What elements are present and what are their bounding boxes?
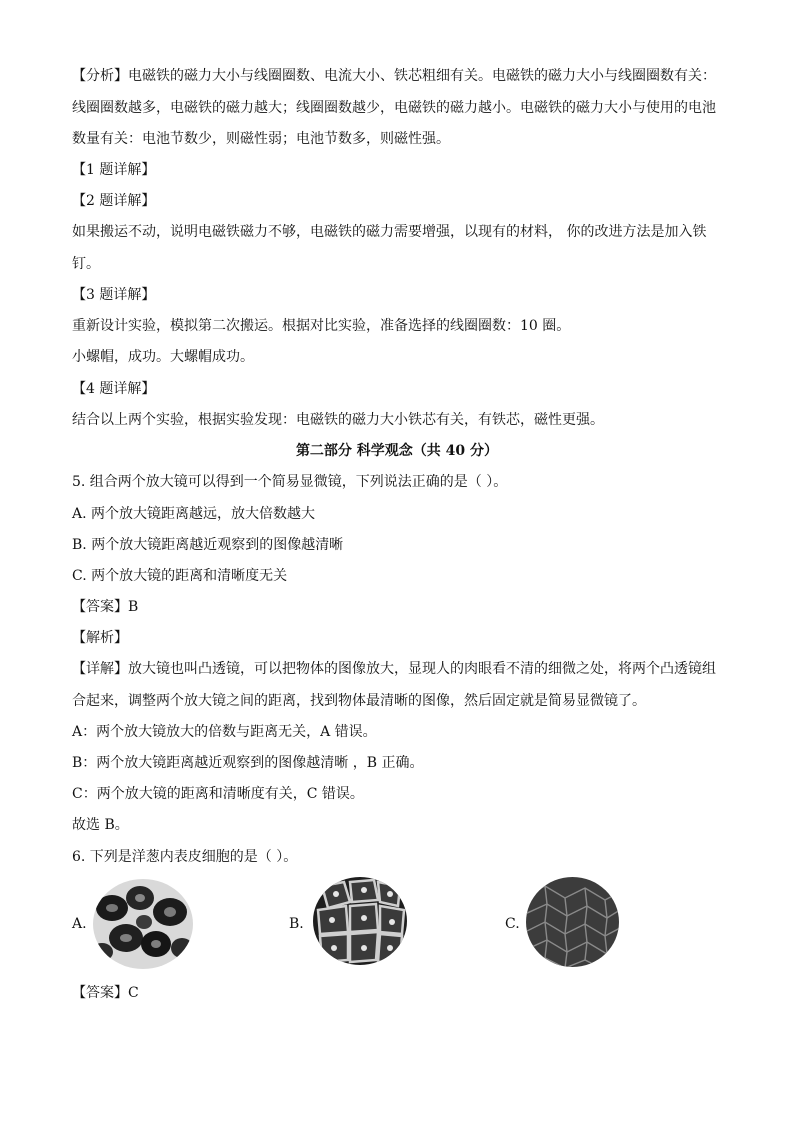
q5-detail-line-1: 【详解】放大镜也叫凸透镜，可以把物体的图像放大，显现人的肉眼看不清的细微之处，将两个凸透镜组: [72, 661, 716, 677]
q6-answer: 【答案】C: [72, 985, 139, 1001]
q6-option-b-label: B.: [289, 916, 304, 932]
q5-answer: 【答案】B: [72, 599, 139, 615]
analysis-line-1: 【分析】电磁铁的磁力大小与线圈圈数、电流大小、铁芯粗细有关。电磁铁的磁力大小与线圈圈数有关：: [72, 68, 716, 84]
q3-line-1: 重新设计实验，模拟第二次搬运。根据对比实验，准备选择的线圈圈数：10 圈。: [72, 318, 571, 334]
q5-detail-line-3: A：两个放大镜放大的倍数与距离无关，A 错误。: [72, 724, 377, 740]
analysis-line-3: 数量有关：电池节数少，则磁性弱；电池节数多，则磁性强。: [72, 131, 450, 147]
q4-line-1: 结合以上两个实验，根据实验发现：电磁铁的磁力大小铁芯有关，有铁芯，磁性更强。: [72, 412, 604, 428]
q5-detail-line-2: 合起来，调整两个放大镜之间的距离，找到物体最清晰的图像，然后固定就是简易显微镜了。: [72, 693, 646, 709]
q5-detail-line-6: 故选 B。: [72, 817, 129, 833]
q3-line-2: 小螺帽，成功。大螺帽成功。: [72, 349, 254, 365]
q1-detail-heading: 【1 题详解】: [72, 162, 156, 178]
q5-detail-line-4: B：两个放大镜距离越近观察到的图像越清晰 ，B 正确。: [72, 755, 424, 771]
q6-option-c-image: [525, 876, 620, 968]
q5-detail-line-5: C：两个放大镜的距离和清晰度有关，C 错误。: [72, 786, 364, 802]
q5-analysis-label: 【解析】: [72, 630, 128, 646]
q3-detail-heading: 【3 题详解】: [72, 287, 156, 303]
section-title: 第二部分 科学观念（共 40 分）: [295, 443, 499, 459]
q2-line-2: 钉。: [72, 256, 100, 272]
q6-option-a-image: [92, 878, 194, 970]
q4-detail-heading: 【4 题详解】: [72, 381, 156, 397]
q5-option-c: C. 两个放大镜的距离和清晰度无关: [72, 568, 288, 584]
q6-option-c-label: C.: [505, 916, 520, 932]
q5-option-a: A. 两个放大镜距离越远，放大倍数越大: [72, 506, 316, 522]
q6-stem: 6. 下列是洋葱内表皮细胞的是（ ）。: [72, 849, 298, 865]
q5-option-b: B. 两个放大镜距离越近观察到的图像越清晰: [72, 537, 344, 553]
q5-stem: 5. 组合两个放大镜可以得到一个简易显微镜，下列说法正确的是（ ）。: [72, 474, 508, 490]
q2-line-1: 如果搬运不动，说明电磁铁磁力不够，电磁铁的磁力需要增强，以现有的材料， 你的改进方法是加入铁: [72, 224, 707, 240]
q6-option-a-label: A.: [72, 916, 87, 932]
q6-option-b-image: [312, 876, 408, 966]
analysis-line-2: 线圈圈数越多，电磁铁的磁力越大；线圈圈数越少，电磁铁的磁力越小。电磁铁的磁力大小与使用的电池: [72, 100, 716, 116]
q2-detail-heading: 【2 题详解】: [72, 193, 156, 209]
